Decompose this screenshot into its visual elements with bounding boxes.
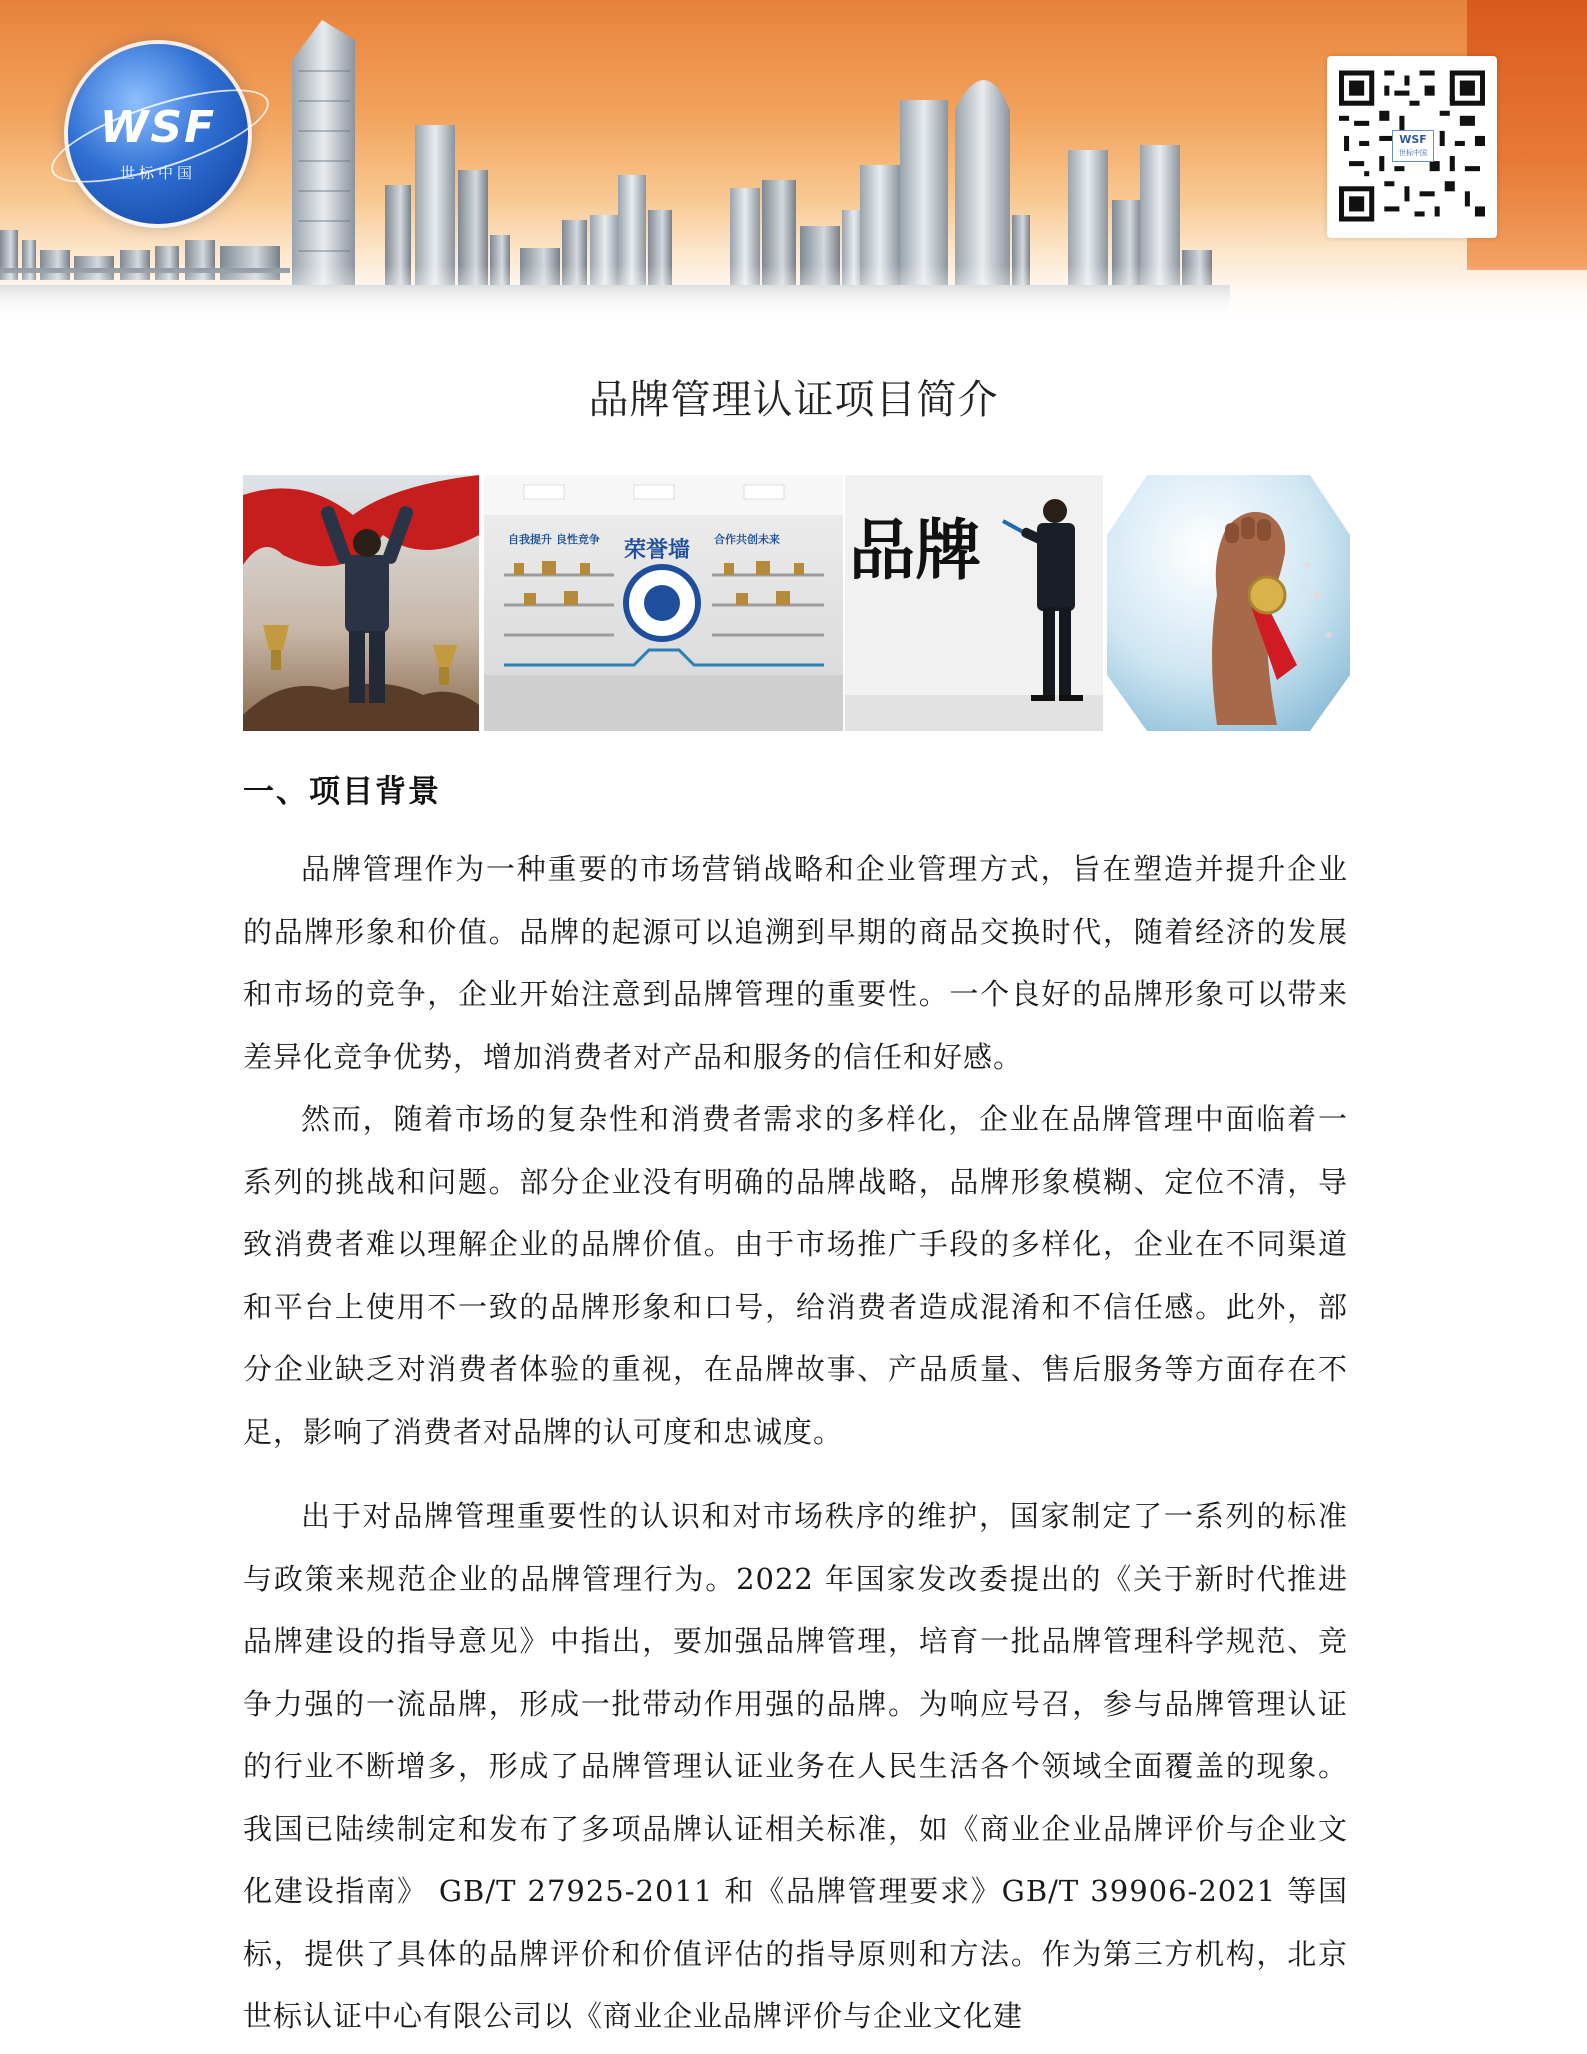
- svg-text:品牌: 品牌: [849, 511, 981, 589]
- honor-wall-photo: [484, 475, 843, 731]
- photo-strip: [243, 475, 1350, 731]
- svg-text:合作共创未来: 合作共创未来: [714, 533, 780, 546]
- page-title: 品牌管理认证项目简介: [588, 377, 999, 423]
- success-man-flag-photo: [243, 475, 479, 731]
- svg-text:荣誉墙: 荣誉墙: [624, 537, 691, 563]
- logo-mark-text: WSF: [99, 102, 217, 153]
- section-body: [243, 838, 1348, 2048]
- paragraph-1: 品牌管理作为一种重要的市场营销战略和企业管理方式，旨在塑造并提升企业的品牌形象和价值。品牌的起源可以追溯到早期的商品交换时代，随着经济的发展和市场的竞争，企业开始注意到品牌管理的重要性。一个良好的品牌形象可以带来差异化竞争优势，增加消费者对产品和服务的信任和好感。: [243, 852, 1348, 1074]
- logo-subtext: 世标中国: [119, 164, 196, 182]
- qr-code: [1327, 56, 1497, 238]
- qr-center-logo: WSF 世标中国: [1392, 130, 1434, 162]
- paragraph-2: 然而，随着市场的复杂性和消费者需求的多样化，企业在品牌管理中面临着一系列的挑战和问题。部分企业没有明确的品牌战略，品牌形象模糊、定位不清，导致消费者难以理解企业的品牌价值。由于市场推广手段的多样化，企业在不同渠道和平台上使用不一致的品牌形象和口号，给消费者造成混淆和不信任感。此外，部分企业缺乏对消费者体验的重视，在品牌故事、产品质量、售后服务等方面存在不足，影响了消费者对品牌的认可度和忠诚度。: [243, 1102, 1348, 1449]
- svg-text:自我提升 良性竞争: 自我提升 良性竞争: [508, 533, 600, 546]
- brand-calligraphy-photo: [845, 475, 1103, 731]
- fist-medal-photo: [1107, 475, 1350, 731]
- header-banner: [0, 0, 1587, 330]
- wsf-logo: [68, 44, 248, 224]
- paragraph-3: 出于对品牌管理重要性的认识和对市场秩序的维护，国家制定了一系列的标准与政策来规范企业的品牌管理行为。2022 年国家发改委提出的《关于新时代推进品牌建设的指导意见》中指出，要加强品牌管理，培育一批品牌管理科学规范、竞争力强的一流品牌，形成一批带动作用强的品牌。为响应号召，参与品牌管理认证的行业不断增多，形成了品牌管理认证业务在人民生活各个领域全面覆盖的现象。我国已陆续制定和发布了多项品牌认证相关标准，如《商业企业品牌评价与企业文化建设指南》 GB/T 27925-2011 和《品牌管理要求》GB/T 39906-2021 等国标，提供了具体的品牌评价和价值评估的指导原则和方法。作为第三方机构，北京世标认证中心有限公司以《商业企业品牌评价与企业文化建: [243, 1499, 1348, 2033]
- section-heading-background: 一、项目背景: [243, 774, 441, 810]
